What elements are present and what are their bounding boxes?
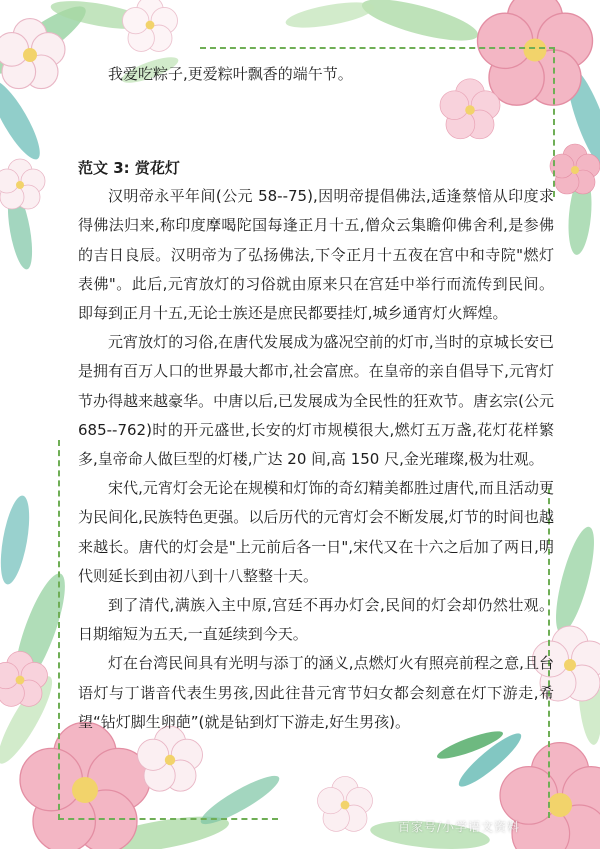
article-body bbox=[78, 58, 554, 737]
flower-top-left-2 bbox=[123, 0, 178, 51]
watermark: 百家号/小学语文资料 bbox=[398, 820, 521, 834]
paragraph: 到了清代,满族入主中原,宫廷不再办灯会,民间的灯会却仍然壮观。日期缩短为五天,一直延续到今天。 bbox=[78, 596, 554, 644]
flower-bottom-right-3 bbox=[318, 776, 373, 831]
dashed-border-top bbox=[200, 47, 555, 49]
flower-bottom-left-pink bbox=[20, 722, 150, 849]
flower-left-mid bbox=[0, 159, 45, 209]
paragraph: 宋代,元宵灯会无论在规模和灯饰的奇幻精美都胜过唐代,而且活动更为民间化,民族特色更强。以后历代的元宵灯会不断发展,灯节的时间也越来越长。唐代的灯会是"上元前后各一日",宋代又在十六之后加了两日,明代则延长到由初八到十八整整十天。 bbox=[78, 479, 554, 585]
paragraph: 灯在台湾民间具有光明与添丁的涵义,点燃灯火有照亮前程之意,且台语灯与丁谐音代表生男孩,因此往昔元宵节妇女都会刻意在灯下游走,希望“钻灯脚生卵葩”(就是钻到灯下游走,好生男孩)。 bbox=[78, 654, 554, 731]
section-title: 范文 3: 赏花灯 bbox=[78, 159, 180, 178]
dashed-border-bottom bbox=[58, 818, 278, 820]
paragraph: 元宵放灯的习俗,在唐代发展成为盛况空前的灯市,当时的京城长安已是拥有百万人口的世界最大都市,社会富庶。在皇帝的亲自倡导下,元宵灯节办得越来越豪华。中唐以后,已发展成为全民性的狂欢节。唐玄宗(公元 685--762)时的开元盛世,长安的灯市规模很大,燃灯五万盏,花灯花样繁多,皇帝命人做巨型的灯楼,广达 20 间,高 150 尺,金光璀璨,极为壮观。 bbox=[78, 333, 554, 469]
dashed-border-left bbox=[58, 440, 60, 820]
paragraph: 汉明帝永平年间(公元 58--75),因明帝提倡佛法,适逢蔡愔从印度求得佛法归来,称印度摩喝陀国每逢正月十五,僧众云集瞻仰佛舍利,是参佛的吉日良辰。汉明帝为了弘扬佛法,下令正月十五夜在宫中和寺院"燃灯表佛"。此后,元宵放灯的习俗就由原来只在宫廷中举行而流传到民间。即每到正月十五,无论士族还是庶民都要挂灯,城乡通宵灯火辉煌。 bbox=[78, 187, 554, 323]
intro-line: 我爱吃粽子,更爱粽叶飘香的端午节。 bbox=[108, 65, 353, 83]
